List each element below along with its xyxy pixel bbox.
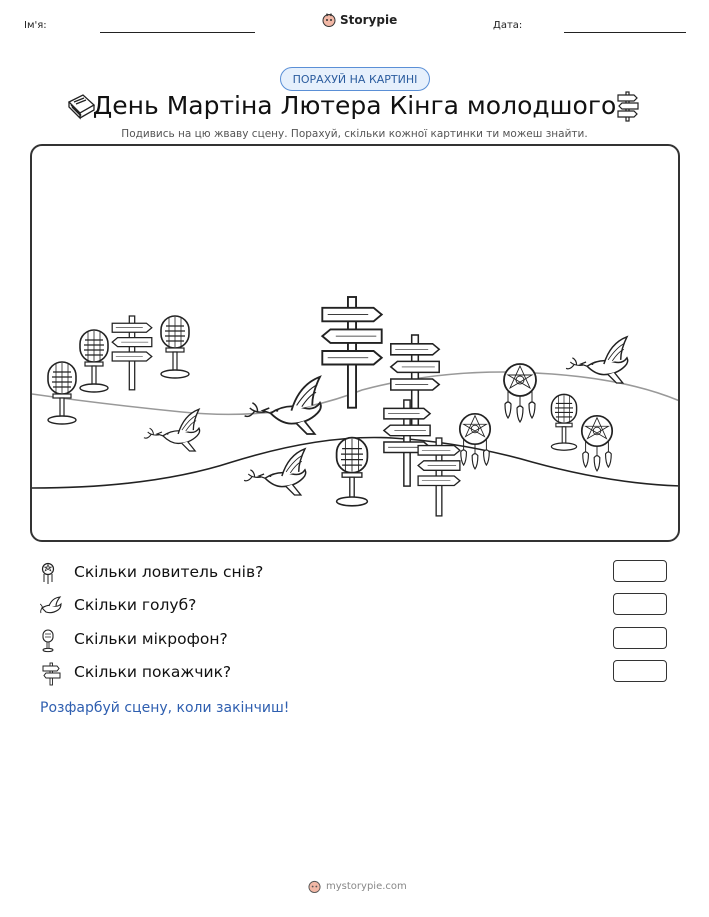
question-dreamcatcher: [40, 560, 680, 586]
name-line[interactable]: [100, 32, 255, 33]
brand-name: Storypie: [340, 13, 398, 27]
signpost-icon: [112, 316, 152, 390]
dreamcatcher-icon: [460, 414, 490, 469]
dove-icon: [144, 409, 200, 451]
answer-box[interactable]: [613, 627, 667, 649]
microphone-icon: [40, 629, 64, 653]
signpost-icon: [40, 662, 64, 686]
page-title: День Мартіна Лютера Кінга молодшого: [92, 91, 617, 120]
date-label: Дата:: [493, 20, 523, 31]
page-subtitle: Подивись на цю жваву сцену. Порахуй, скільки кожної картинки ти можеш знайти.: [121, 128, 588, 140]
question-text: Скільки ловитель снів?: [74, 563, 264, 581]
dove-icon: [40, 595, 64, 619]
microphone-icon: [337, 438, 368, 506]
brand-logo: [322, 13, 397, 27]
signpost-icon: [322, 297, 381, 408]
question-dove: [40, 593, 680, 619]
microphone-icon: [161, 316, 189, 378]
answer-box[interactable]: [613, 660, 667, 682]
dreamcatcher-icon: [504, 364, 536, 422]
storypie-logo-icon: [322, 13, 336, 27]
date-line[interactable]: [564, 32, 686, 33]
name-label: Ім'я:: [24, 20, 47, 31]
storypie-logo-icon: [308, 880, 321, 893]
site-url[interactable]: mystorypie.com: [326, 881, 407, 892]
dreamcatcher-icon: [582, 416, 612, 471]
question-signpost: [40, 660, 680, 686]
activity-badge: ПОРАХУЙ НА КАРТИНІ: [280, 67, 430, 91]
answer-box[interactable]: [613, 593, 667, 615]
signpost-icon: [614, 90, 642, 122]
question-microphone: [40, 627, 680, 653]
answer-box[interactable]: [613, 560, 667, 582]
microphone-icon: [551, 394, 576, 450]
dove-icon: [245, 377, 321, 434]
counting-scene: [30, 144, 680, 542]
scene-drawing: [32, 146, 680, 542]
microphone-icon: [80, 330, 108, 392]
question-text: Скільки голуб?: [74, 596, 197, 614]
microphone-icon: [48, 362, 76, 424]
dreamcatcher-icon: [40, 562, 64, 586]
signpost-icon: [418, 438, 460, 516]
question-text: Скільки покажчик?: [74, 663, 232, 681]
question-text: Скільки мікрофон?: [74, 630, 228, 648]
site-footer: [308, 880, 407, 893]
color-instruction: Розфарбуй сцену, коли закінчиш!: [40, 700, 290, 716]
signpost-icon: [384, 400, 430, 486]
